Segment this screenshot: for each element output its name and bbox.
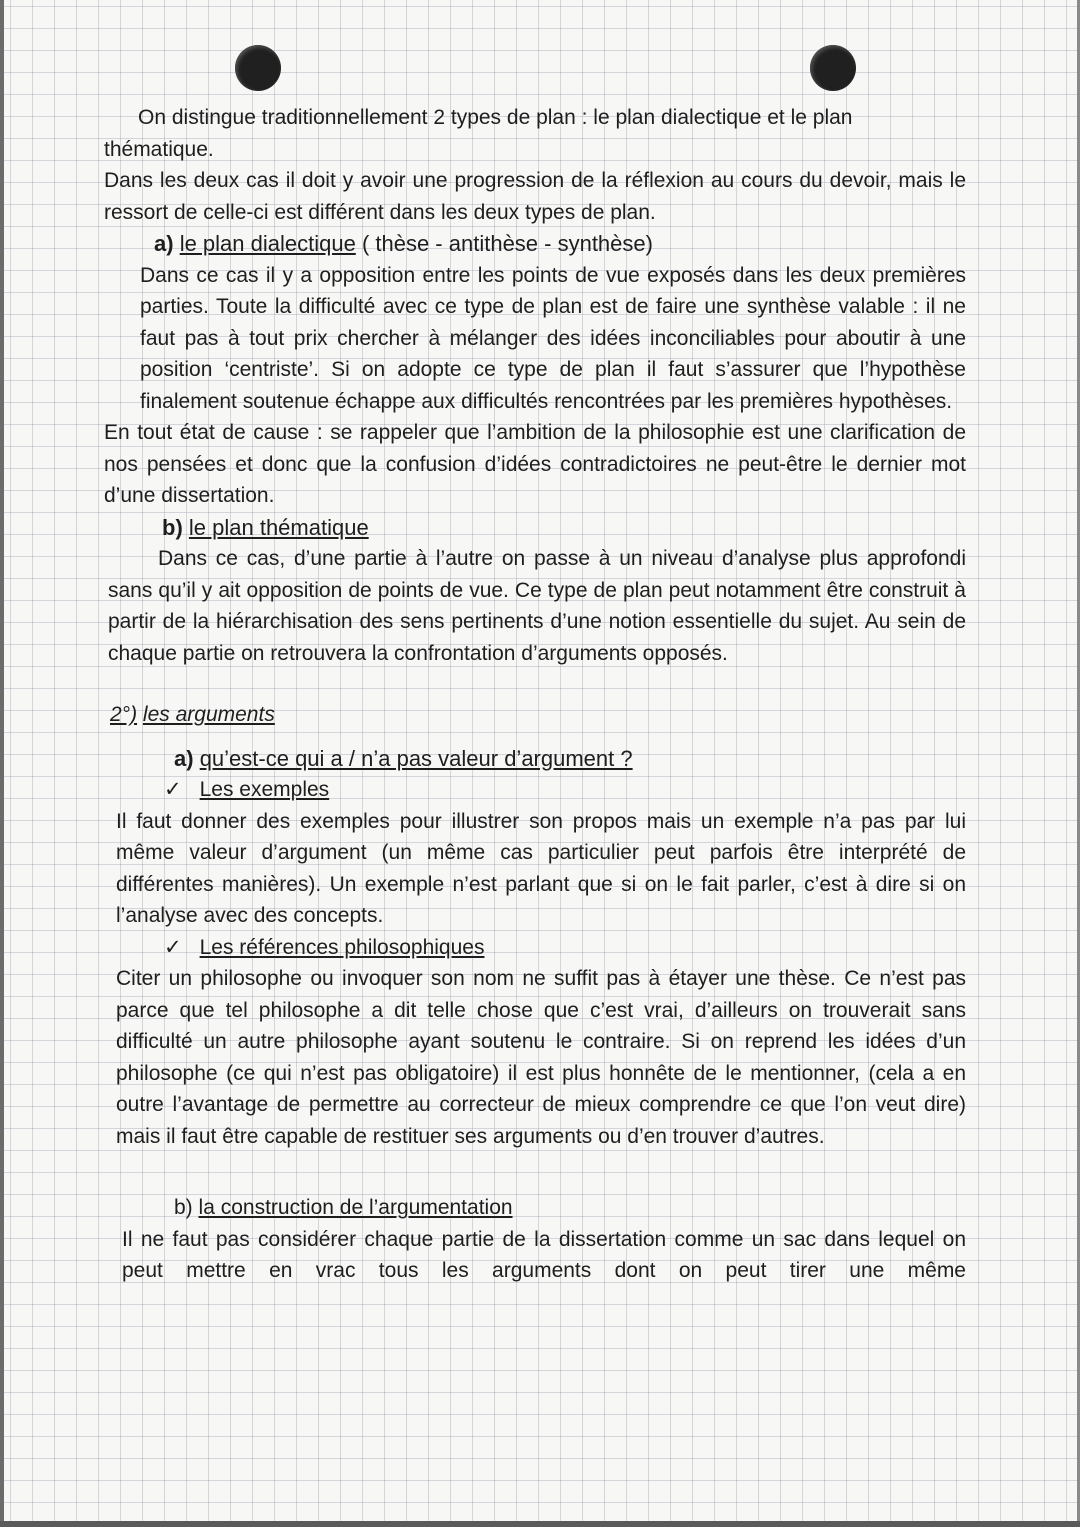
section-a-paragraph-1: Dans ce cas il y a opposition entre les points de vue exposés dans les deux premières parties. Toute la difficulté avec ce type de plan est de faire une synthèse valable : il ne faut pas à tout prix chercher à mélanger des idées inconciliables pour aboutir à une position ‘centriste’. Si on adopte ce type de plan il faut s’assurer que l’hypothèse finalement soutenue échappe aux difficultés rencontrées par les premières hypothèses. — [140, 263, 966, 413]
sub-a-title: qu’est-ce qui a / n’a pas valeur d’argument ? — [199, 745, 633, 771]
references-paragraph: Citer un philosophe ou invoquer son nom ne suffit pas à étayer une thèse. Ce n’est pas parce que tel philosophe a dit telle chose que c’est vrai, d’ailleurs on trouverait sans difficulté un autre philosophe ayant soutenu le contraire. Si on reprend les idées d’un philosophe (ce qui n’est pas obligatoire) il est plus honnête de le mentionner, (cela a en outre l’avantage de permettre au correcteur de mieux comprendre ce que l’on veut dire) mais il faut être capable de restituer ses arguments ou d’en trouver d’autres. — [116, 967, 966, 1148]
section-b-title: le plan thématique — [188, 514, 369, 540]
section-a-title: le plan dialectique — [179, 231, 356, 256]
examples-title: Les exemples — [199, 778, 330, 801]
sub-b-paragraph: Il ne faut pas considérer chaque partie de la dissertation comme un sac dans lequel on peut mettre en vrac tous les arguments dont on peut tirer une même — [122, 1227, 966, 1282]
page-left-edge — [0, 0, 4, 1527]
section-a-title-suffix: ( thèse - antithèse - synthèse) — [355, 231, 653, 256]
spacer — [104, 1152, 966, 1192]
intro-paragraph-1: On distingue traditionnellement 2 types de plan : le plan dialectique et le plan thématique. — [104, 106, 853, 161]
sub-b-heading — [174, 1192, 966, 1224]
section-b-paragraph: Dans ce cas, d’une partie à l’autre on passe à un niveau d’analyse plus approfondi sans qu’il y ait opposition de points de vue. Ce type de plan peut notamment être construit à partir de la hiérarchisation des sens pertinents d’une notion essentielle du sujet. Au sein de chaque partie on retrouvera la confrontation d’arguments opposés. — [108, 547, 966, 665]
checklist-item-examples — [164, 774, 966, 806]
part-2-heading — [110, 699, 966, 731]
binder-hole-left — [235, 45, 281, 91]
section-a-heading — [154, 228, 966, 260]
sub-b-marker: b) — [174, 1196, 193, 1219]
page-bottom-edge — [0, 1521, 1080, 1527]
document-body — [104, 102, 966, 1287]
section-a-marker: a) — [154, 231, 174, 256]
sub-b-title: la construction de l’argumentation — [198, 1196, 513, 1219]
spacer — [104, 731, 966, 743]
section-b-heading — [162, 512, 966, 544]
sub-a-marker: a) — [174, 745, 194, 771]
binder-hole-right — [810, 45, 856, 91]
checklist-item-references — [164, 932, 966, 964]
spacer — [104, 669, 966, 699]
sub-a-heading — [174, 743, 966, 775]
part-2-number: 2°) — [110, 703, 138, 726]
references-title: Les références philosophiques — [199, 935, 485, 959]
section-a-paragraph-2: En tout état de cause : se rappeler que l’ambition de la philosophie est une clarification de nos pensées et donc que la confusion d’idées contradictoires ne peut-être le dernier mot d’une dissertation. — [104, 421, 966, 507]
section-b-marker: b) — [162, 514, 183, 540]
part-2-title: les arguments — [142, 703, 275, 726]
check-icon: ✓ — [164, 778, 182, 801]
examples-paragraph: Il faut donner des exemples pour illustrer son propos mais un exemple n’a pas par lui même valeur d’argument (un même cas particulier peut parfois être interprété de différentes manières). Un exemple n’est parlant que si on le fait parler, c’est à dire si on l’analyse avec des concepts. — [116, 809, 966, 927]
intro-paragraph-2: Dans les deux cas il doit y avoir une progression de la réflexion au cours du devoir, mais le ressort de celle-ci est différent dans les deux types de plan. — [104, 169, 966, 224]
check-icon: ✓ — [164, 935, 182, 959]
